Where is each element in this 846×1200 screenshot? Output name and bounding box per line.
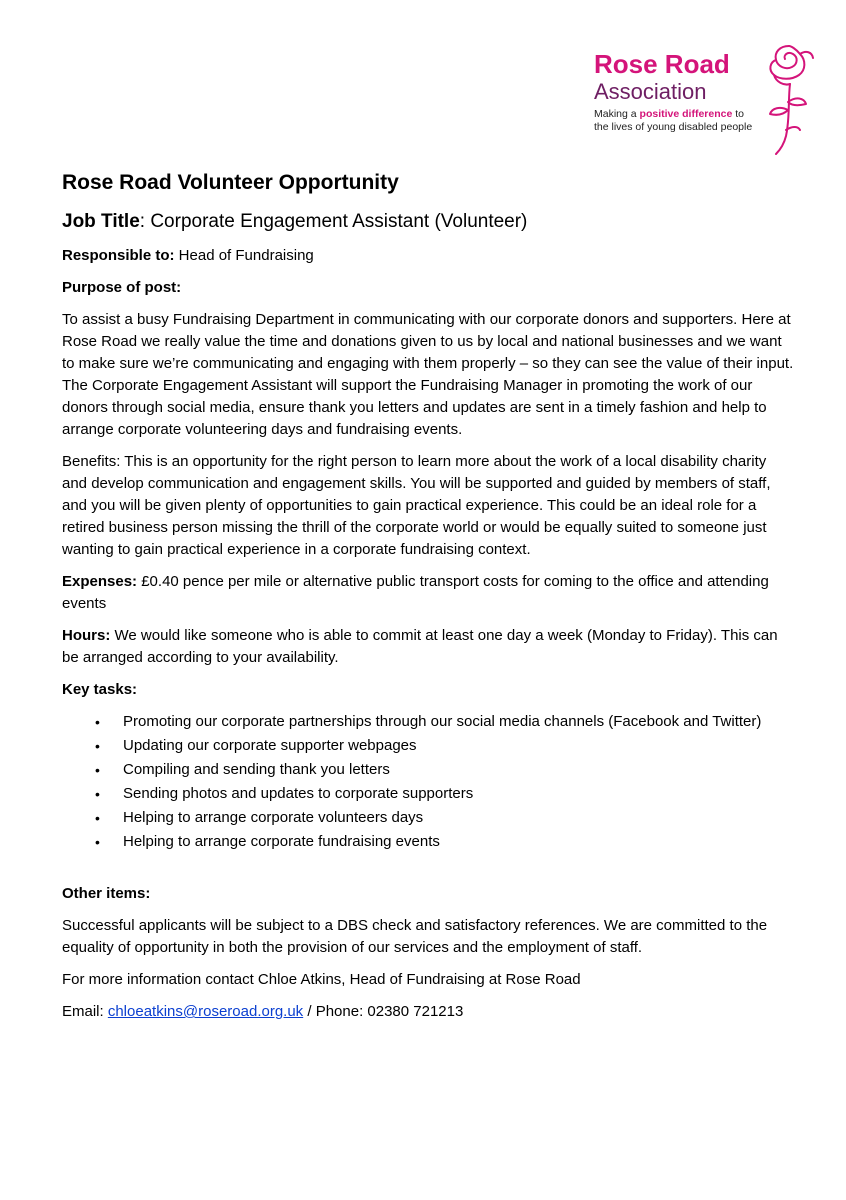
list-item <box>62 711 794 733</box>
other-items-heading: Other items: <box>62 885 151 902</box>
responsible-value: Head of Fundraising <box>174 247 314 264</box>
purpose-text: To assist a busy Fundraising Department in communicating with our corporate donors and supporters. Here at Rose Road we really value the time and donations given to us by local and national businesses and we want to make sure we’re communicating and engaging with them properly – so they can see the value of their input. The Corporate Engagement Assistant will support the Fundraising Manager in promoting the work of our donors through social media, ensure thank you letters and updates are sent in a timely fashion and help to arrange corporate volunteering days and fundraising events. <box>62 311 794 438</box>
bullet-icon: • <box>95 786 100 802</box>
list-item <box>62 807 794 829</box>
spacer <box>62 855 794 883</box>
job-title-label: Job Title <box>62 211 140 232</box>
email-link[interactable]: chloeatkins@roseroad.org.uk <box>107 1003 304 1020</box>
logo-tagline-line2: the lives of young disabled people <box>594 121 753 133</box>
task-text: Compiling and sending thank you letters <box>123 761 390 778</box>
task-text: Helping to arrange corporate volunteers days <box>123 809 424 826</box>
logo-tagline-prefix: Making a <box>594 108 640 120</box>
task-text: Updating our corporate supporter webpages <box>123 737 417 754</box>
logo-subname: Association <box>594 79 707 104</box>
expenses-value: £0.40 pence per mile or alternative public transport costs for coming to the office and attending events <box>62 573 769 612</box>
email-label: Email: <box>62 1003 108 1020</box>
task-text: Helping to arrange corporate fundraising events <box>123 833 440 850</box>
hours-label: Hours: <box>62 627 111 644</box>
purpose-heading: Purpose of post: <box>62 279 182 296</box>
task-text: Sending photos and updates to corporate supporters <box>123 785 474 802</box>
key-tasks-heading: Key tasks: <box>62 681 138 698</box>
other-items-text: Successful applicants will be subject to a DBS check and satisfactory references. We are committed to the equality of opportunity in both the provision of our services and the employment of staff. <box>62 917 768 956</box>
contact-line <box>62 1001 794 1023</box>
list-item <box>62 831 794 853</box>
job-title <box>62 209 794 235</box>
logo-tagline-suffix: to <box>732 108 744 120</box>
key-tasks-list <box>62 711 794 853</box>
list-item <box>62 783 794 805</box>
responsible-to <box>62 245 794 267</box>
task-text: Promoting our corporate partnerships through our social media channels (Facebook and Twitter) <box>123 713 762 730</box>
bullet-icon: • <box>95 834 100 850</box>
rose-icon <box>760 40 818 158</box>
logo-tagline <box>594 108 752 134</box>
phone-text: / Phone: 02380 721213 <box>303 1003 464 1020</box>
bullet-icon: • <box>95 762 100 778</box>
document-body <box>62 166 794 1033</box>
bullet-icon: • <box>95 714 100 730</box>
contact-text: For more information contact Chloe Atkins, Head of Fundraising at Rose Road <box>62 971 581 988</box>
logo-name: Rose Road <box>594 49 730 79</box>
bullet-icon: • <box>95 810 100 826</box>
hours <box>62 625 794 669</box>
list-item <box>62 759 794 781</box>
list-item <box>62 735 794 757</box>
page-title: Rose Road Volunteer Opportunity <box>62 171 399 194</box>
expenses <box>62 571 794 615</box>
logo <box>582 40 822 164</box>
benefits-text: Benefits: This is an opportunity for the right person to learn more about the work of a local disability charity and develop communication and engagement skills. You will be supported and guided by members of staff, and you will be given plenty of opportunities to gain practical experience. This could be an ideal role for a retired business person missing the thrill of the corporate world or would be equally suited to someone just wanting to gain practical experience in a corporate fundraising context. <box>62 453 771 558</box>
responsible-label: Responsible to: <box>62 247 175 264</box>
logo-tagline-highlight: positive difference <box>639 108 733 120</box>
hours-value: We would like someone who is able to commit at least one day a week (Monday to Friday). This can be arranged according to your availability. <box>62 627 778 666</box>
expenses-label: Expenses: <box>62 573 138 590</box>
job-title-value: : Corporate Engagement Assistant (Volunteer) <box>139 211 528 232</box>
bullet-icon: • <box>95 738 100 754</box>
